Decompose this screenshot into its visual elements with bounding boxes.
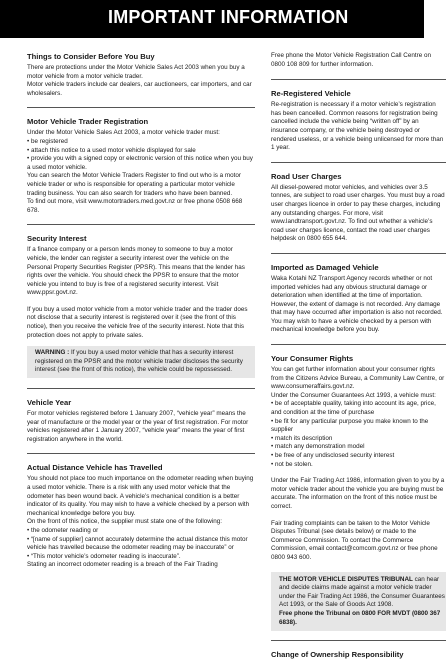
section-road-user-charges [271, 172, 446, 244]
section-security-interest [27, 234, 255, 340]
section-body: There are protections under the Motor Vehicle Sales Act 2003 when you buy a motor vehicle from a motor vehicle trader. Motor vehicle traders include car dealers, car auctioneers, car importers, and car wholesalers. [27, 64, 252, 97]
tribunal-phone: Free phone the Tribunal on 0800 FOR MVDT (0800 367 6838). [279, 609, 441, 626]
section-body: Re-registration is necessary if a motor vehicle’s registration has been cancelled. Common reasons for registration being cancelled include the vehicle being “written off” by an insurance company, or the vehicle being destroyed or rendered useless, or a vehicle being unlicensed for more than 1 year. [271, 101, 444, 152]
section-body: Under the Motor Vehicle Sales Act 2003, a motor vehicle trader must: • be registered • attach this notice to a used motor vehicle displayed for sale • provide you with a signed copy or electronic version of this notice when you buy a used motor vehicle. You can search the Motor Vehicle Traders Register to find out who is a motor vehicle trader or who is responsible for operating a particular motor vehicle trading business. You can also search for traders who have been banned. To find out more, visit www.motortraders.med.govt.nz or free phone 0508 668 678. [27, 129, 253, 214]
divider [27, 224, 255, 225]
section-body-3: Fair trading complaints can be taken to the Motor Vehicle Disputes Tribunal (see details below) or made to the Commerce Commission. To contact the Commerce Commission, email contact@comcom.govt.nz or free phone 0800 943 600. [271, 519, 438, 561]
divider [271, 162, 446, 163]
section-heading: Change of Ownership Responsibility [271, 650, 404, 660]
divider [271, 344, 446, 345]
left-column [27, 52, 255, 604]
section-heading: Road User Charges [271, 171, 342, 181]
section-heading: Vehicle Year [27, 398, 72, 408]
section-body: Waka Kotahi NZ Transport Agency records whether or not imported vehicles had any obvious structural damage or deterioration when identified at the time of importation. However, the extent of damage is not recorded. Any damage that may have occurred after importation is also not recorded. You may wish to have a vehicle checked by a person with mechanical knowledge before you buy. [271, 274, 443, 334]
section-heading: Motor Vehicle Trader Registration [27, 117, 149, 127]
section-consumer-rights [271, 354, 446, 562]
section-body-2: If you buy a used motor vehicle from a motor vehicle trader and the trader does not disclose that a security interest is registered over it (see the front of this notice), then you receive the vehicle free of the security interest. Note that this protection does not apply to private sales. [27, 305, 248, 339]
page-header [0, 0, 424, 38]
divider [271, 79, 446, 80]
section-heading: Re-Registered Vehicle [271, 89, 351, 99]
section-body: You should not place too much importance on the odometer reading when buying a used motor vehicle. There is a risk with any used motor vehicle that the odometer has been wound back. A vehicle’s mechanical condition is a better indicator of its quality. You may wish to have a vehicle checked by a person with mechanical knowledge before you buy. On the front of this notice, the supplier must state one of the following: • the odometer reading or • “[name of supplier] cannot accurately determine the actual distance this motor vehicle has travelled because the odometer reading may be inaccurate” or • “This motor vehicle’s odometer reading is inaccurate”. Stating an incorrect odometer reading is a breach of the Fair Trading [27, 475, 254, 569]
warning-text: If you buy a used motor vehicle that has a security interest registered on the PPSR and the motor vehicle trader discloses the security interest (see the front of this notice), the vehicle could be repossessed. [35, 349, 243, 374]
intro-text: Free phone the Motor Vehicle Registration Call Centre on 0800 108 809 for further information. [271, 52, 431, 68]
warning-label: WARNING : [35, 349, 70, 357]
divider [271, 640, 446, 641]
section-reregistered [271, 89, 446, 153]
section-things-to-consider [27, 52, 255, 98]
section-imported-damaged [271, 263, 446, 335]
section-body: For motor vehicles registered before 1 January 2007, “vehicle year” means the year of manufacture or the model year or the year of first registration. For motor vehicles registered after 1 January 2007, “vehicle year” means the year of first registration anywhere in the world. [27, 410, 249, 443]
section-body: You can get further information about your consumer rights from the Citizens Advice Bureau, a Community Law Centre, or www.consumeraffairs.govt.nz. Under the Consumer Guarantees Act 1993, a vehicle must: • be of acceptable quality, taking into account its age, price, and condition at the time of purchase • be fit for any particular purpose you make known to the supplier • match its description • match any demonstration model • be free of any undisclosed security interest • not be stolen. [271, 366, 445, 468]
tribunal-text: can hear and decide claims made against a motor vehicle trader under the Fair Trading Act 1986, the Consumer Guarantees Act 1993, or the Sale of Goods Act 1908. [279, 575, 445, 609]
right-column [271, 52, 445, 660]
section-body-2: Under the Fair Trading Act 1986, information given to you by a motor vehicle trader about the vehicle you are buying must be accurate. The information on the front of this notice must be correct. [271, 477, 445, 510]
section-heading: Imported as Damaged Vehicle [271, 262, 379, 272]
warning-box [27, 346, 255, 378]
page-title: IMPORTANT INFORMATION [108, 7, 349, 27]
section-change-of-ownership [271, 650, 446, 660]
section-vehicle-year [27, 398, 255, 444]
divider [271, 253, 446, 254]
section-body: If a finance company or a person lends money to someone to buy a motor vehicle, the lender can register a security interest over the vehicle on the Personal Property Securities Register (PPSR). This means that the lender has rights over the vehicle. You should check the PPSR to ensure that the motor vehicle you intend to buy is free of a registered security interest. Visit www.ppsr.govt.nz. [27, 246, 245, 297]
section-heading: Your Consumer Rights [271, 354, 354, 364]
section-body: All diesel-powered motor vehicles, and vehicles over 3.5 tonnes, are subject to road user charges. You must buy a road user charges licence in order to pay these charges, including any outstanding charges. For more, visit www.landtransport.govt.nz. To find out whether a vehicle’s road user charges licence, contact the road user charges helpdesk on 0800 655 644. [271, 183, 445, 243]
section-heading: Actual Distance Vehicle has Travelled [27, 463, 163, 473]
divider [27, 388, 255, 389]
tribunal-label: THE MOTOR VEHICLE DISPUTES TRIBUNAL [279, 575, 413, 583]
tribunal-box [271, 572, 446, 632]
section-heading: Security Interest [27, 234, 87, 244]
section-heading: Things to Consider Before You Buy [27, 52, 155, 61]
divider [27, 107, 255, 108]
section-actual-distance [27, 463, 255, 595]
section-trader-registration [27, 117, 255, 215]
divider [27, 453, 255, 454]
